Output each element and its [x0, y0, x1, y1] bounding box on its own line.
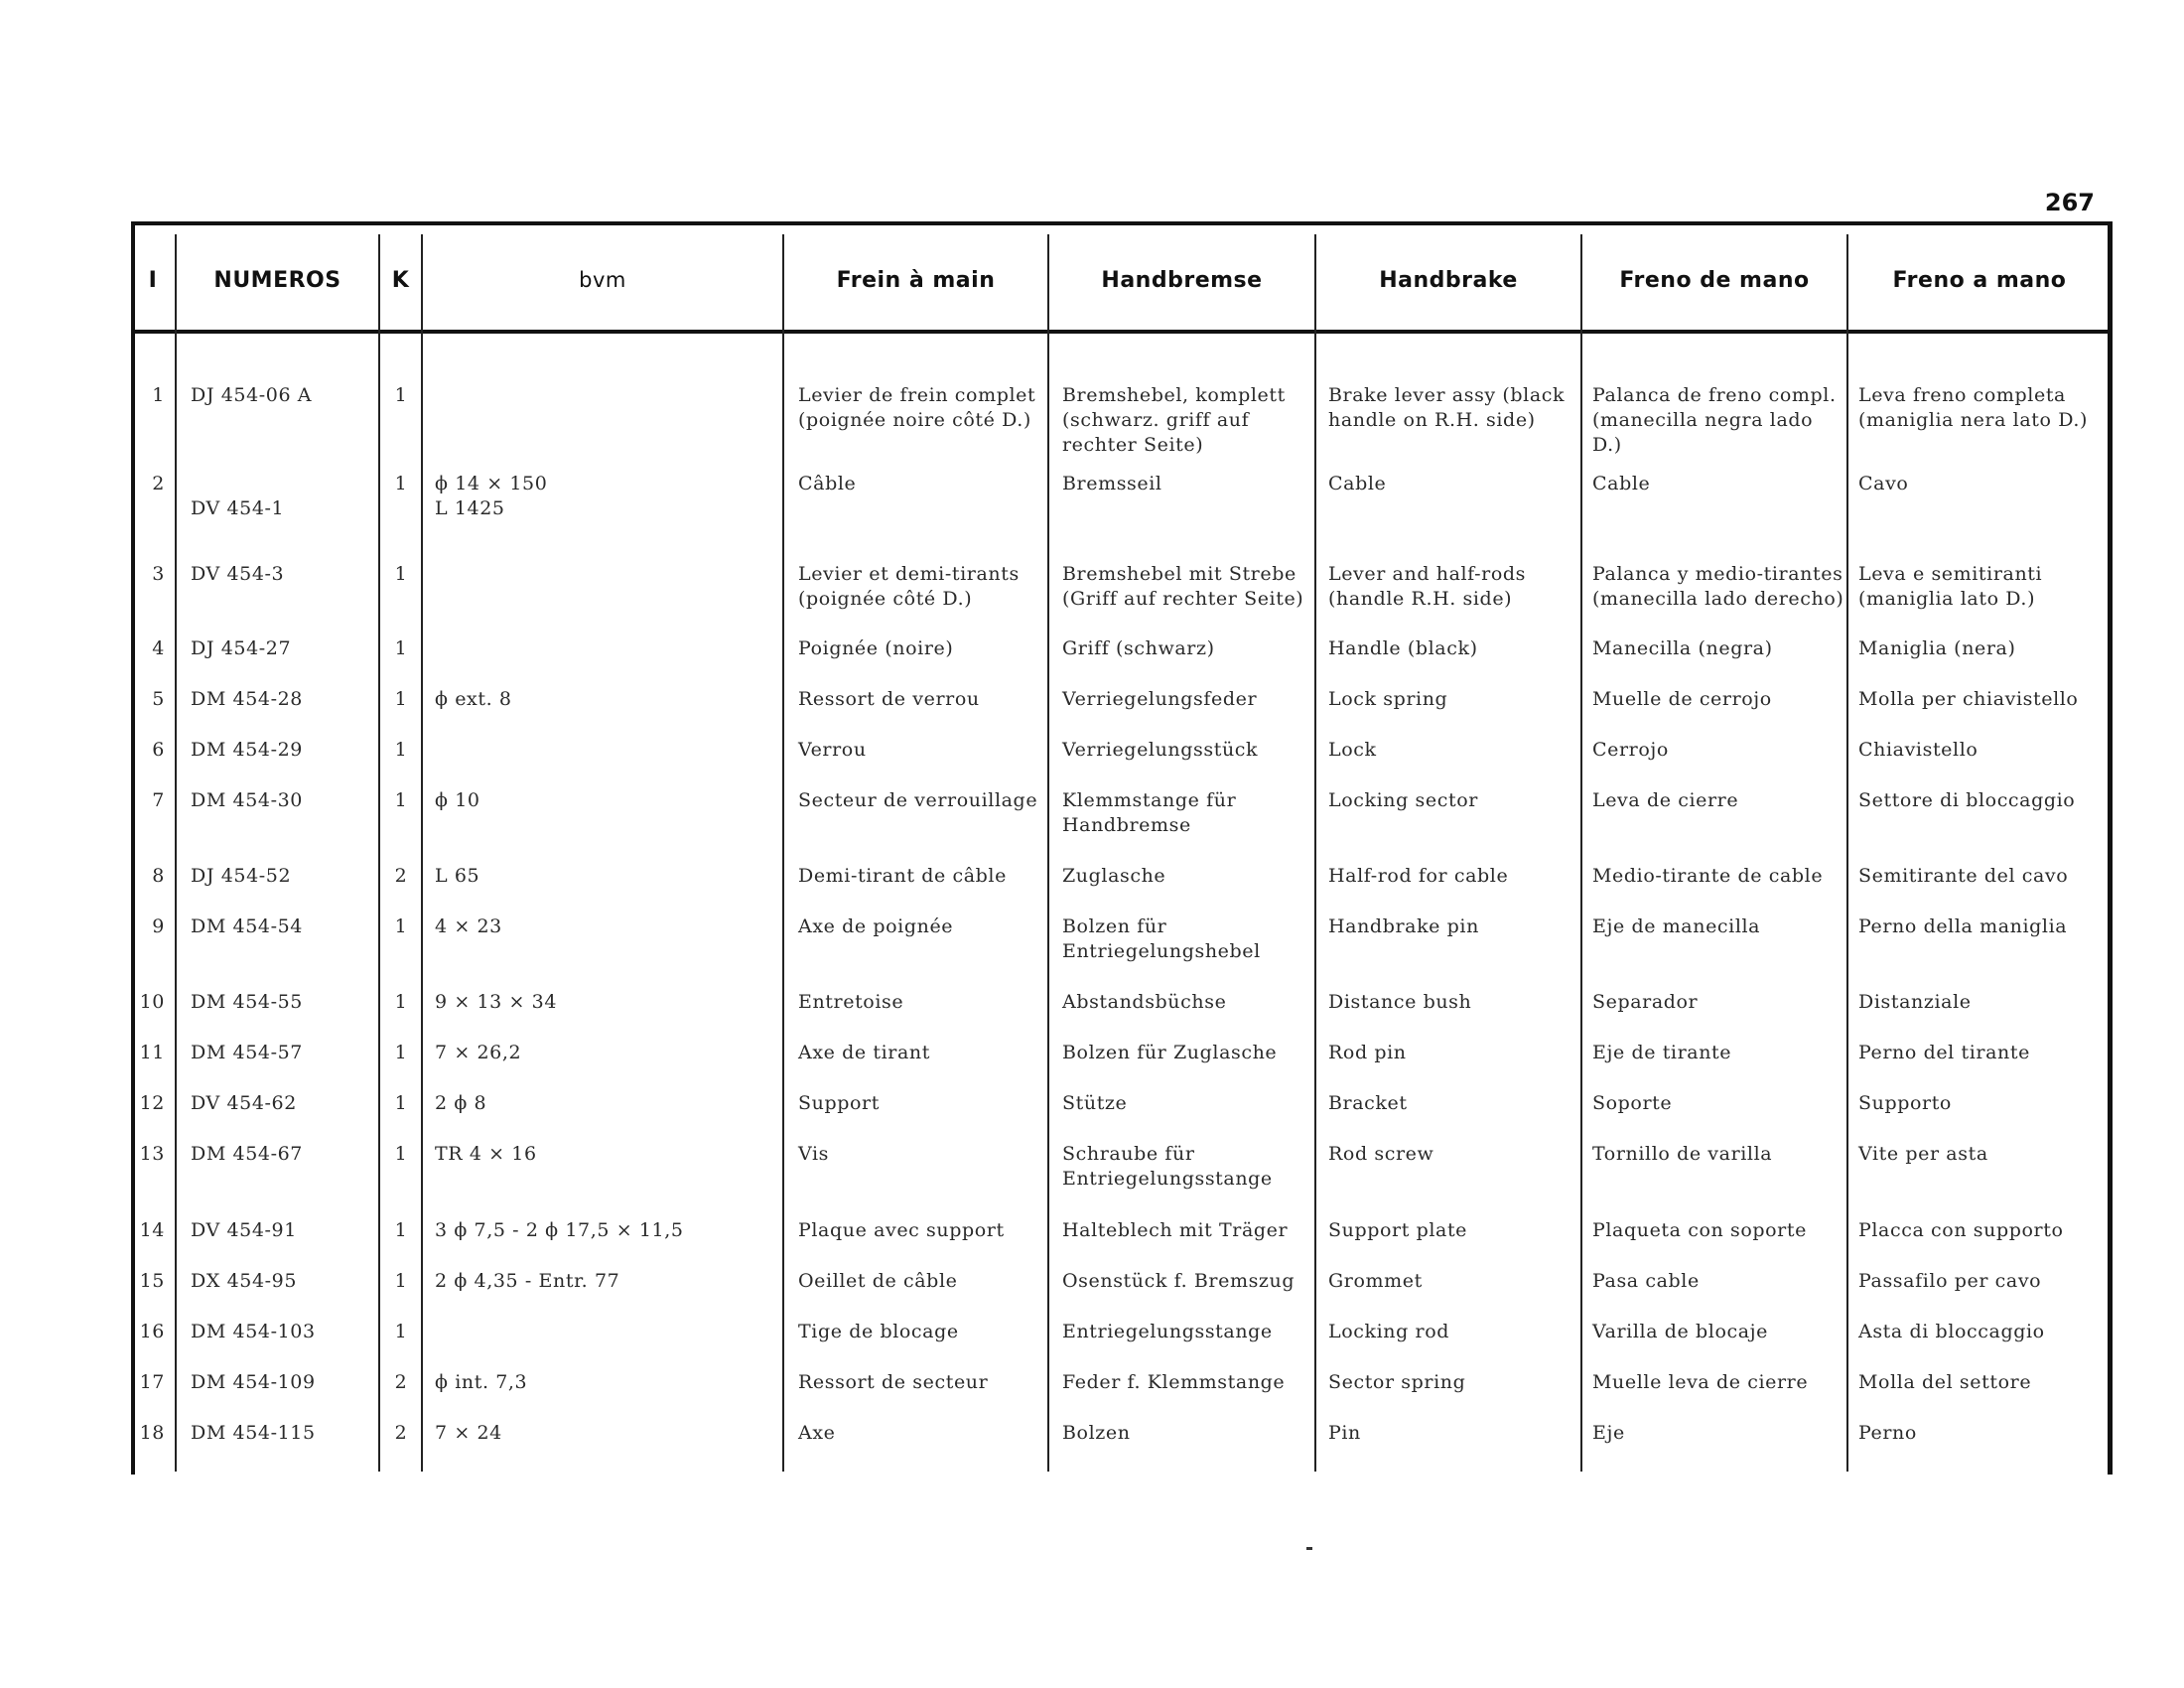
- description-french: Levier et demi-tirants (poignée côté D.): [798, 563, 1020, 610]
- quantity: 1: [394, 637, 408, 659]
- dimensions: 9 × 13 × 34: [435, 991, 558, 1013]
- description-spanish: Cerrojo: [1592, 739, 1669, 761]
- part-number: DX 454-95: [191, 1270, 298, 1292]
- part-number: DM 454-67: [191, 1143, 303, 1165]
- dimensions: 4 × 23: [435, 915, 502, 937]
- description-spanish: Leva de cierre: [1592, 789, 1739, 811]
- description-italian: Supporto: [1858, 1092, 1952, 1114]
- description-english: Brake lever assy (black handle on R.H. side): [1328, 384, 1566, 431]
- column-divider: [421, 234, 423, 1472]
- description-spanish: Palanca de freno compl. (manecilla negra lado D.): [1592, 384, 1837, 456]
- description-english: Grommet: [1328, 1270, 1423, 1292]
- header-french: Frein à main: [836, 267, 996, 293]
- description-german: Osenstück f. Bremszug: [1062, 1270, 1296, 1292]
- part-number: DM 454-29: [191, 739, 303, 761]
- part-number: DM 454-30: [191, 789, 303, 811]
- description-italian: Perno: [1858, 1422, 1917, 1444]
- part-number: DM 454-103: [191, 1321, 316, 1342]
- description-german: Halteblech mit Träger: [1062, 1219, 1289, 1241]
- description-german: Verriegelungsstück: [1062, 739, 1259, 761]
- description-italian: Perno della maniglia: [1858, 915, 2068, 937]
- description-english: Locking rod: [1328, 1321, 1450, 1342]
- description-french: Demi-tirant de câble: [798, 865, 1007, 887]
- part-number: DJ 454-52: [191, 865, 292, 887]
- description-french: Oeillet de câble: [798, 1270, 958, 1292]
- row-index: 2: [152, 473, 165, 494]
- row-index: 5: [152, 688, 165, 710]
- column-divider: [1580, 234, 1582, 1472]
- part-number: DJ 454-06 A: [191, 384, 313, 406]
- part-number: DV 454-3: [191, 563, 285, 585]
- description-italian: Leva freno completa (maniglia nera lato D.): [1858, 384, 2089, 431]
- description-english: Distance bush: [1328, 991, 1472, 1013]
- description-italian: Molla del settore: [1858, 1371, 2032, 1393]
- dimensions: ϕ int. 7,3: [435, 1371, 528, 1393]
- description-spanish: Muelle de cerrojo: [1592, 688, 1772, 710]
- description-german: Bremshebel, komplett (schwarz. griff auf rechter Seite): [1062, 384, 1286, 456]
- header-dimensions: bvm: [579, 268, 626, 292]
- description-italian: Molla per chiavistello: [1858, 688, 2079, 710]
- description-spanish: Muelle leva de cierre: [1592, 1371, 1809, 1393]
- quantity: 1: [394, 1042, 408, 1063]
- scan-speck: [1306, 1547, 1312, 1550]
- description-italian: Chiavistello: [1858, 739, 1979, 761]
- row-index: 9: [152, 915, 165, 937]
- row-index: 17: [139, 1371, 165, 1393]
- row-index: 18: [139, 1422, 165, 1444]
- description-french: Plaque avec support: [798, 1219, 1005, 1241]
- quantity: 1: [394, 915, 408, 937]
- description-italian: Perno del tirante: [1858, 1042, 2030, 1063]
- dimensions: 2 ϕ 8: [435, 1092, 487, 1114]
- column-divider: [175, 234, 177, 1472]
- quantity: 1: [394, 1270, 408, 1292]
- row-index: 7: [152, 789, 165, 811]
- column-divider: [1846, 234, 1848, 1472]
- description-italian: Placca con supporto: [1858, 1219, 2064, 1241]
- row-index: 14: [139, 1219, 165, 1241]
- header-english: Handbrake: [1379, 267, 1518, 293]
- dimensions: 2 ϕ 4,35 - Entr. 77: [435, 1270, 620, 1292]
- column-divider: [378, 234, 380, 1472]
- description-german: Klemmstange für Handbremse: [1062, 789, 1237, 836]
- column-divider: [1047, 234, 1049, 1472]
- row-index: 13: [139, 1143, 165, 1165]
- quantity: 1: [394, 473, 408, 494]
- part-number: DV 454-91: [191, 1219, 297, 1241]
- description-german: Schraube für Entriegelungsstange: [1062, 1143, 1273, 1190]
- description-english: Support plate: [1328, 1219, 1468, 1241]
- row-index: 11: [139, 1042, 165, 1063]
- description-german: Bolzen für Zuglasche: [1062, 1042, 1278, 1063]
- description-english: Lock: [1328, 739, 1377, 761]
- description-german: Zuglasche: [1062, 865, 1166, 887]
- column-divider: [1314, 234, 1316, 1472]
- description-english: Sector spring: [1328, 1371, 1466, 1393]
- quantity: 2: [394, 1422, 408, 1444]
- description-spanish: Varilla de blocaje: [1592, 1321, 1769, 1342]
- quantity: 2: [394, 1371, 408, 1393]
- quantity: 1: [394, 1143, 408, 1165]
- description-spanish: Palanca y medio-tirantes (manecilla lado derecho): [1592, 563, 1844, 610]
- description-spanish: Eje de manecilla: [1592, 915, 1761, 937]
- dimensions: L 65: [435, 865, 480, 887]
- description-french: Poignée (noire): [798, 637, 954, 659]
- description-german: Stütze: [1062, 1092, 1128, 1114]
- description-italian: Leva e semitiranti (maniglia lato D.): [1858, 563, 2043, 610]
- description-english: Lever and half-rods (handle R.H. side): [1328, 563, 1526, 610]
- description-french: Axe de poignée: [798, 915, 954, 937]
- description-italian: Semitirante del cavo: [1858, 865, 2069, 887]
- description-english: Bracket: [1328, 1092, 1408, 1114]
- description-english: Lock spring: [1328, 688, 1448, 710]
- quantity: 1: [394, 688, 408, 710]
- column-divider: [782, 234, 784, 1472]
- part-number: DM 454-55: [191, 991, 303, 1013]
- description-italian: Vite per asta: [1858, 1143, 1988, 1165]
- row-index: 10: [139, 991, 165, 1013]
- description-german: Bolzen für Entriegelungshebel: [1062, 915, 1261, 962]
- dimensions: TR 4 × 16: [435, 1143, 537, 1165]
- description-spanish: Soporte: [1592, 1092, 1673, 1114]
- header-numeros: NUMEROS: [213, 267, 341, 293]
- description-french: Entretoise: [798, 991, 904, 1013]
- description-french: Ressort de secteur: [798, 1371, 989, 1393]
- quantity: 2: [394, 865, 408, 887]
- dimensions: ϕ ext. 8: [435, 688, 512, 710]
- description-english: Pin: [1328, 1422, 1361, 1444]
- description-german: Bremsseil: [1062, 473, 1162, 494]
- description-english: Rod screw: [1328, 1143, 1434, 1165]
- dimensions: 7 × 26,2: [435, 1042, 522, 1063]
- description-english: Handle (black): [1328, 637, 1478, 659]
- description-english: Rod pin: [1328, 1042, 1407, 1063]
- row-index: 15: [139, 1270, 165, 1292]
- dimensions: 3 ϕ 7,5 - 2 ϕ 17,5 × 11,5: [435, 1219, 684, 1241]
- description-spanish: Eje de tirante: [1592, 1042, 1732, 1063]
- description-spanish: Cable: [1592, 473, 1651, 494]
- header-k: K: [391, 267, 410, 293]
- description-english: Cable: [1328, 473, 1387, 494]
- quantity: 1: [394, 1219, 408, 1241]
- description-italian: Distanziale: [1858, 991, 1972, 1013]
- description-english: Locking sector: [1328, 789, 1478, 811]
- description-italian: Settore di bloccaggio: [1858, 789, 2076, 811]
- quantity: 1: [394, 1321, 408, 1342]
- description-german: Entriegelungsstange: [1062, 1321, 1273, 1342]
- row-index: 1: [152, 384, 165, 406]
- description-german: Bolzen: [1062, 1422, 1131, 1444]
- description-italian: Asta di bloccaggio: [1858, 1321, 2045, 1342]
- description-french: Levier de frein complet (poignée noire côté D.): [798, 384, 1036, 431]
- description-spanish: Manecilla (negra): [1592, 637, 1773, 659]
- description-english: Half-rod for cable: [1328, 865, 1509, 887]
- description-french: Vis: [798, 1143, 830, 1165]
- description-french: Ressort de verrou: [798, 688, 980, 710]
- description-italian: Passafilo per cavo: [1858, 1270, 2042, 1292]
- part-number: DM 454-109: [191, 1371, 316, 1393]
- description-german: Abstandsbüchse: [1062, 991, 1227, 1013]
- description-german: Griff (schwarz): [1062, 637, 1215, 659]
- dimensions: 7 × 24: [435, 1422, 502, 1444]
- description-english: Handbrake pin: [1328, 915, 1479, 937]
- description-spanish: Eje: [1592, 1422, 1625, 1444]
- row-index: 4: [152, 637, 165, 659]
- description-german: Verriegelungsfeder: [1062, 688, 1258, 710]
- description-spanish: Plaqueta con soporte: [1592, 1219, 1807, 1241]
- description-german: Feder f. Klemmstange: [1062, 1371, 1286, 1393]
- description-french: Axe: [798, 1422, 836, 1444]
- description-italian: Cavo: [1858, 473, 1909, 494]
- quantity: 1: [394, 1092, 408, 1114]
- description-french: Câble: [798, 473, 857, 494]
- quantity: 1: [394, 789, 408, 811]
- description-spanish: Separador: [1592, 991, 1699, 1013]
- part-number: DV 454-1: [191, 497, 285, 519]
- header-german: Handbremse: [1101, 267, 1263, 293]
- row-index: 8: [152, 865, 165, 887]
- row-index: 16: [139, 1321, 165, 1342]
- quantity: 1: [394, 739, 408, 761]
- description-german: Bremshebel mit Strebe (Griff auf rechter Seite): [1062, 563, 1304, 610]
- part-number: DM 454-57: [191, 1042, 303, 1063]
- header-italian: Freno a mano: [1892, 267, 2067, 293]
- part-number: DM 454-28: [191, 688, 303, 710]
- row-index: 3: [152, 563, 165, 585]
- part-number: DM 454-115: [191, 1422, 316, 1444]
- description-spanish: Pasa cable: [1592, 1270, 1700, 1292]
- description-italian: Maniglia (nera): [1858, 637, 2016, 659]
- description-spanish: Tornillo de varilla: [1592, 1143, 1773, 1165]
- quantity: 1: [394, 384, 408, 406]
- part-number: DJ 454-27: [191, 637, 292, 659]
- part-number: DV 454-62: [191, 1092, 297, 1114]
- description-french: Axe de tirant: [798, 1042, 930, 1063]
- quantity: 1: [394, 563, 408, 585]
- header-spanish: Freno de mano: [1619, 267, 1810, 293]
- description-spanish: Medio-tirante de cable: [1592, 865, 1824, 887]
- row-index: 6: [152, 739, 165, 761]
- description-french: Tige de blocage: [798, 1321, 959, 1342]
- header-rule: [131, 330, 2113, 334]
- dimensions: ϕ 14 × 150 L 1425: [435, 473, 548, 519]
- page-number: 267: [2044, 189, 2095, 216]
- part-number: DM 454-54: [191, 915, 303, 937]
- description-french: Support: [798, 1092, 880, 1114]
- header-index: I: [148, 267, 158, 293]
- row-index: 12: [139, 1092, 165, 1114]
- description-french: Verrou: [798, 739, 867, 761]
- quantity: 1: [394, 991, 408, 1013]
- dimensions: ϕ 10: [435, 789, 480, 811]
- description-french: Secteur de verrouillage: [798, 789, 1038, 811]
